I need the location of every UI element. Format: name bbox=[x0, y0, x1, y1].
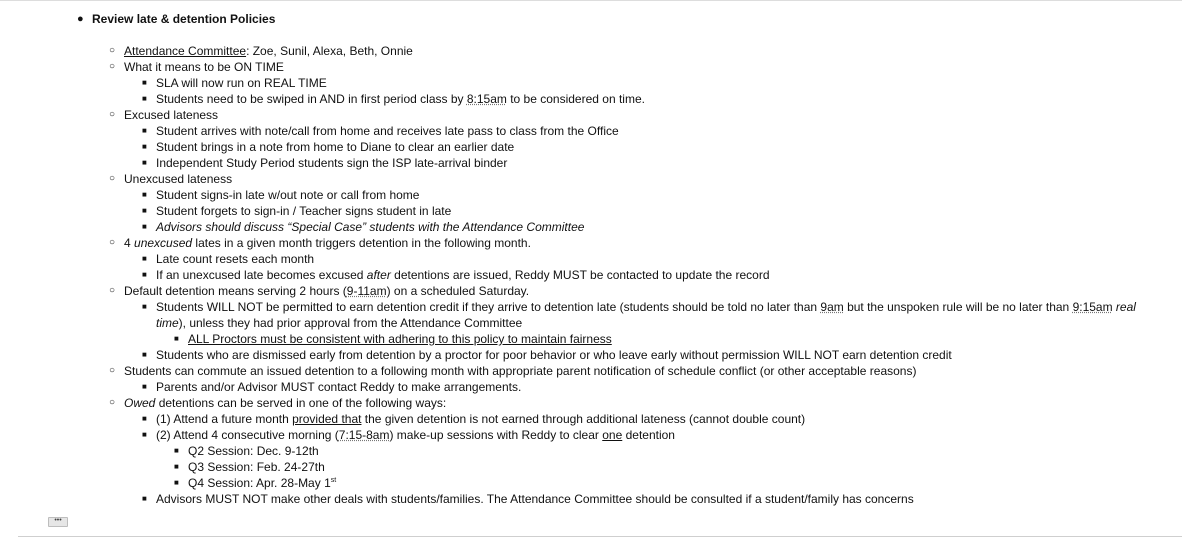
bullet-circle: ○ bbox=[109, 61, 116, 72]
list-item: Q2 Session: Dec. 9-12th bbox=[188, 444, 319, 458]
bullet-circle: ○ bbox=[109, 397, 116, 408]
bullet-square: ■ bbox=[142, 222, 147, 231]
bullet-circle: ○ bbox=[109, 45, 116, 56]
bullet-square: ■ bbox=[142, 350, 147, 359]
bottom-rule bbox=[18, 536, 1182, 537]
bullet-square: ■ bbox=[174, 334, 179, 343]
bullet-square: ■ bbox=[142, 206, 147, 215]
bullet-square: ■ bbox=[142, 254, 147, 263]
list-item: Student brings in a note from home to Diane to clear an earlier date bbox=[156, 140, 515, 154]
bullet-square: ■ bbox=[142, 302, 147, 311]
bullet-square: ■ bbox=[142, 270, 147, 279]
list-item: 4 unexcused lates in a given month triggers detention in the following month. bbox=[124, 236, 531, 250]
committee-link[interactable]: Attendance Committee bbox=[124, 44, 247, 58]
bullet-circle: ○ bbox=[109, 365, 116, 376]
list-item: Advisors should discuss “Special Case” students with the Attendance Committee bbox=[156, 220, 585, 234]
list-item: What it means to be ON TIME bbox=[124, 60, 284, 74]
bullet-square: ■ bbox=[174, 462, 179, 471]
list-item: Students who are dismissed early from detention by a proctor for poor behavior or who leave early without permission WILL NOT earn detention credit bbox=[156, 348, 952, 362]
list-item: SLA will now run on REAL TIME bbox=[156, 76, 327, 90]
bullet-square: ■ bbox=[142, 190, 147, 199]
list-item: Students need to be swiped in AND in first period class by 8:15am to be considered on time. bbox=[156, 92, 645, 106]
list-item: (2) Attend 4 consecutive morning (7:15-8am) make-up sessions with Reddy to clear one detention bbox=[156, 428, 675, 442]
list-item: Student arrives with note/call from home and receives late pass to class from the Office bbox=[156, 124, 619, 138]
list-item: ALL Proctors must be consistent with adhering to this policy to maintain fairness bbox=[188, 332, 612, 346]
bullet-circle: ○ bbox=[109, 237, 116, 248]
section-heading: Review late & detention Policies bbox=[92, 12, 276, 26]
list-item: Student forgets to sign-in / Teacher signs student in late bbox=[156, 204, 452, 218]
list-item: Advisors MUST NOT make other deals with students/families. The Attendance Committee should be consulted if a student/family has concerns bbox=[156, 492, 914, 506]
list-item: Parents and/or Advisor MUST contact Reddy to make arrangements. bbox=[156, 380, 522, 394]
list-item-continuation: time), unless they had prior approval from the Attendance Committee bbox=[156, 316, 523, 330]
list-item: Students WILL NOT be permitted to earn detention credit if they arrive to detention late (students should be told no later than 9am but the unspoken rule will be no later than 9:15am real bbox=[156, 300, 1136, 314]
bullet-square: ■ bbox=[142, 494, 147, 503]
bullet-square: ■ bbox=[142, 382, 147, 391]
bullet-square: ■ bbox=[142, 142, 147, 151]
top-rule bbox=[0, 0, 1182, 1]
list-item: Late count resets each month bbox=[156, 252, 315, 266]
bullet-square: ■ bbox=[142, 158, 147, 167]
bullet-circle: ○ bbox=[109, 173, 116, 184]
bullet-square: ■ bbox=[174, 446, 179, 455]
list-item: (1) Attend a future month provided that the given detention is not earned through additional lateness (cannot double count) bbox=[156, 412, 806, 426]
bullet-square: ■ bbox=[142, 78, 147, 87]
list-item: Default detention means serving 2 hours (9-11am) on a scheduled Saturday. bbox=[124, 284, 530, 298]
list-item: Owed detentions can be served in one of the following ways: bbox=[124, 396, 447, 410]
bullet-disc: ● bbox=[77, 13, 84, 25]
bullet-square: ■ bbox=[174, 478, 179, 487]
list-item: Attendance Committee: Zoe, Sunil, Alexa, Beth, Onnie bbox=[124, 44, 413, 58]
list-item: Student signs-in late w/out note or call from home bbox=[156, 188, 420, 202]
show-trimmed-content-button[interactable]: ••• bbox=[48, 517, 68, 527]
list-item: Excused lateness bbox=[124, 108, 219, 122]
list-item: Q4 Session: Apr. 28-May 1st bbox=[188, 476, 337, 490]
bullet-circle: ○ bbox=[109, 109, 116, 120]
bullet-square: ■ bbox=[142, 126, 147, 135]
list-item: Q3 Session: Feb. 24-27th bbox=[188, 460, 325, 474]
list-item: Unexcused lateness bbox=[124, 172, 233, 186]
bullet-circle: ○ bbox=[109, 285, 116, 296]
list-item: Independent Study Period students sign the ISP late-arrival binder bbox=[156, 156, 508, 170]
bullet-square: ■ bbox=[142, 94, 147, 103]
bullet-square: ■ bbox=[142, 414, 147, 423]
list-item: If an unexcused late becomes excused after detentions are issued, Reddy MUST be contacted to update the record bbox=[156, 268, 770, 282]
bullet-square: ■ bbox=[142, 430, 147, 439]
list-item: Students can commute an issued detention to a following month with appropriate parent notification of schedule conflict (or other acceptable reasons) bbox=[124, 364, 917, 378]
